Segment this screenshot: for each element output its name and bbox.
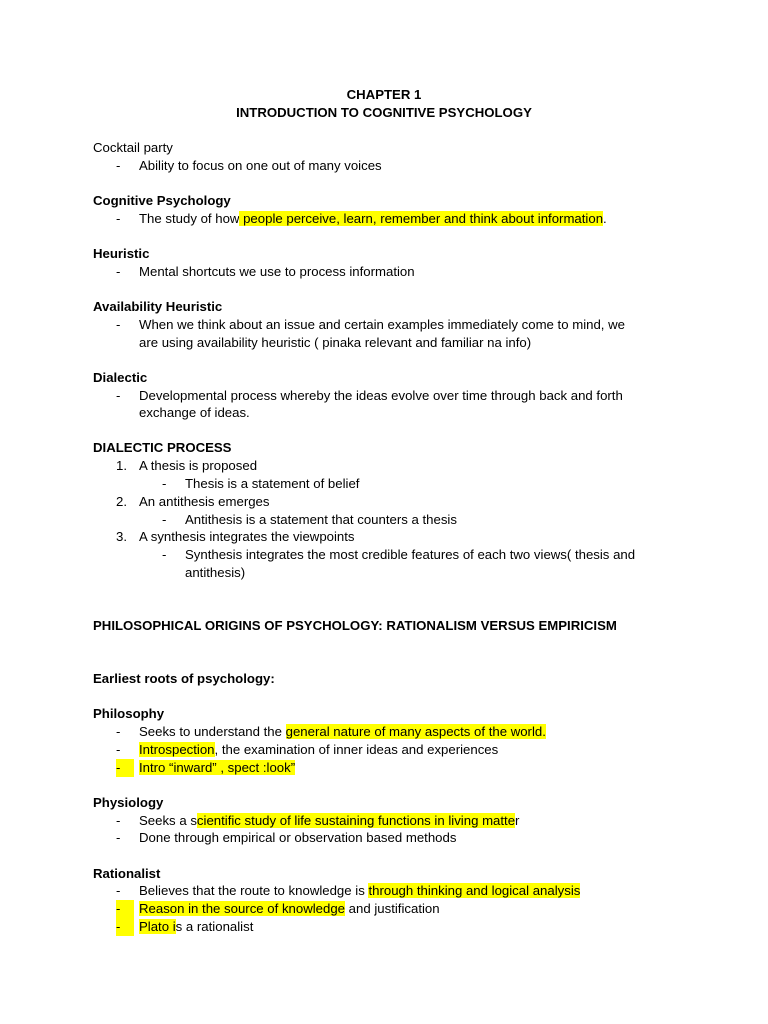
origins-heading: PHILOSOPHICAL ORIGINS OF PSYCHOLOGY: RATIONALISM VERSUS EMPIRICISM (93, 618, 617, 633)
highlighted-text: through thinking and logical analysis (368, 883, 581, 898)
highlighted-text: Reason in the source of knowledge (139, 901, 346, 916)
bullet-dash-highlighted: - (116, 918, 134, 936)
bullet-dash: - (116, 813, 121, 828)
text-run: Believes that the route to knowledge is (139, 883, 369, 898)
roots-heading: Earliest roots of psychology: (93, 671, 275, 686)
rationalist-item-1 (139, 882, 580, 900)
process-step-1: A thesis is proposed (139, 458, 258, 473)
bullet-dash: - (162, 547, 167, 562)
rationalist-item-3 (139, 918, 253, 936)
bullet-dash: - (116, 830, 121, 845)
highlighted-text: Plato i (139, 919, 176, 934)
availability-item-line1: When we think about an issue and certain examples immediately come to mind, we (139, 317, 625, 332)
list-number: 3. (116, 529, 127, 544)
cocktail-item: Ability to focus on one out of many voices (139, 158, 382, 173)
bullet-dash: - (116, 264, 121, 279)
availability-item-line2: are using availability heuristic ( pinaka relevant and familiar na info) (139, 335, 532, 350)
highlighted-text: people perceive, learn, remember and think about information (239, 211, 604, 226)
bullet-dash: - (116, 388, 121, 403)
rationalist-item-2 (139, 900, 440, 918)
process-step-1-sub: Thesis is a statement of belief (185, 476, 360, 491)
text-run: s a rationalist (175, 919, 254, 934)
cocktail-label: Cocktail party (93, 140, 173, 155)
bullet-dash: - (116, 317, 121, 332)
text-run: and justification (345, 901, 440, 916)
physiology-label: Physiology (93, 795, 164, 810)
highlighted-text: Introspection (139, 742, 215, 757)
highlighted-text: general nature of many aspects of the world. (285, 724, 546, 739)
heuristic-item: Mental shortcuts we use to process information (139, 264, 415, 279)
dialectic-label: Dialectic (93, 370, 148, 385)
philosophy-item-2 (139, 741, 498, 759)
bullet-dash: - (116, 158, 121, 173)
highlighted-text: cientific study of life sustaining functions in living matte (196, 813, 516, 828)
chapter-title: INTRODUCTION TO COGNITIVE PSYCHOLOGY (236, 105, 532, 120)
philosophy-label: Philosophy (93, 706, 165, 721)
text-run: The study of how (139, 211, 240, 226)
process-step-3-sub-line2: antithesis) (185, 565, 246, 580)
dialectic-process-label: DIALECTIC PROCESS (93, 440, 232, 455)
bullet-dash-highlighted: - (116, 900, 134, 918)
process-step-3-sub-line1: Synthesis integrates the most credible features of each two views( thesis and (185, 547, 636, 562)
text-run: Seeks a s (139, 813, 197, 828)
heuristic-label: Heuristic (93, 246, 150, 261)
text-run: . (603, 211, 607, 226)
text-run: Seeks to understand the (139, 724, 286, 739)
text-run: , the examination of inner ideas and experiences (214, 742, 499, 757)
list-number: 1. (116, 458, 127, 473)
process-step-2-sub: Antithesis is a statement that counters a thesis (185, 512, 457, 527)
highlighted-text: Intro “inward” , spect :look” (139, 760, 296, 775)
philosophy-item-1 (139, 723, 546, 741)
text-run: r (515, 813, 520, 828)
bullet-dash: - (116, 883, 121, 898)
cognitive-label: Cognitive Psychology (93, 193, 231, 208)
cognitive-item (139, 210, 607, 228)
list-number: 2. (116, 494, 127, 509)
bullet-dash-highlighted: - (116, 759, 134, 777)
bullet-dash: - (162, 512, 167, 527)
bullet-dash: - (162, 476, 167, 491)
bullet-dash: - (116, 742, 121, 757)
dialectic-item-line1: Developmental process whereby the ideas evolve over time through back and forth (139, 388, 623, 403)
process-step-3: A synthesis integrates the viewpoints (139, 529, 355, 544)
chapter-label: CHAPTER 1 (346, 87, 422, 102)
rationalist-label: Rationalist (93, 866, 161, 881)
process-step-2: An antithesis emerges (139, 494, 270, 509)
availability-label: Availability Heuristic (93, 299, 223, 314)
dialectic-item-line2: exchange of ideas. (139, 405, 250, 420)
philosophy-item-3 (139, 759, 295, 777)
bullet-dash: - (116, 211, 121, 226)
physiology-item-2: Done through empirical or observation based methods (139, 830, 457, 845)
physiology-item-1 (139, 812, 519, 830)
bullet-dash: - (116, 724, 121, 739)
